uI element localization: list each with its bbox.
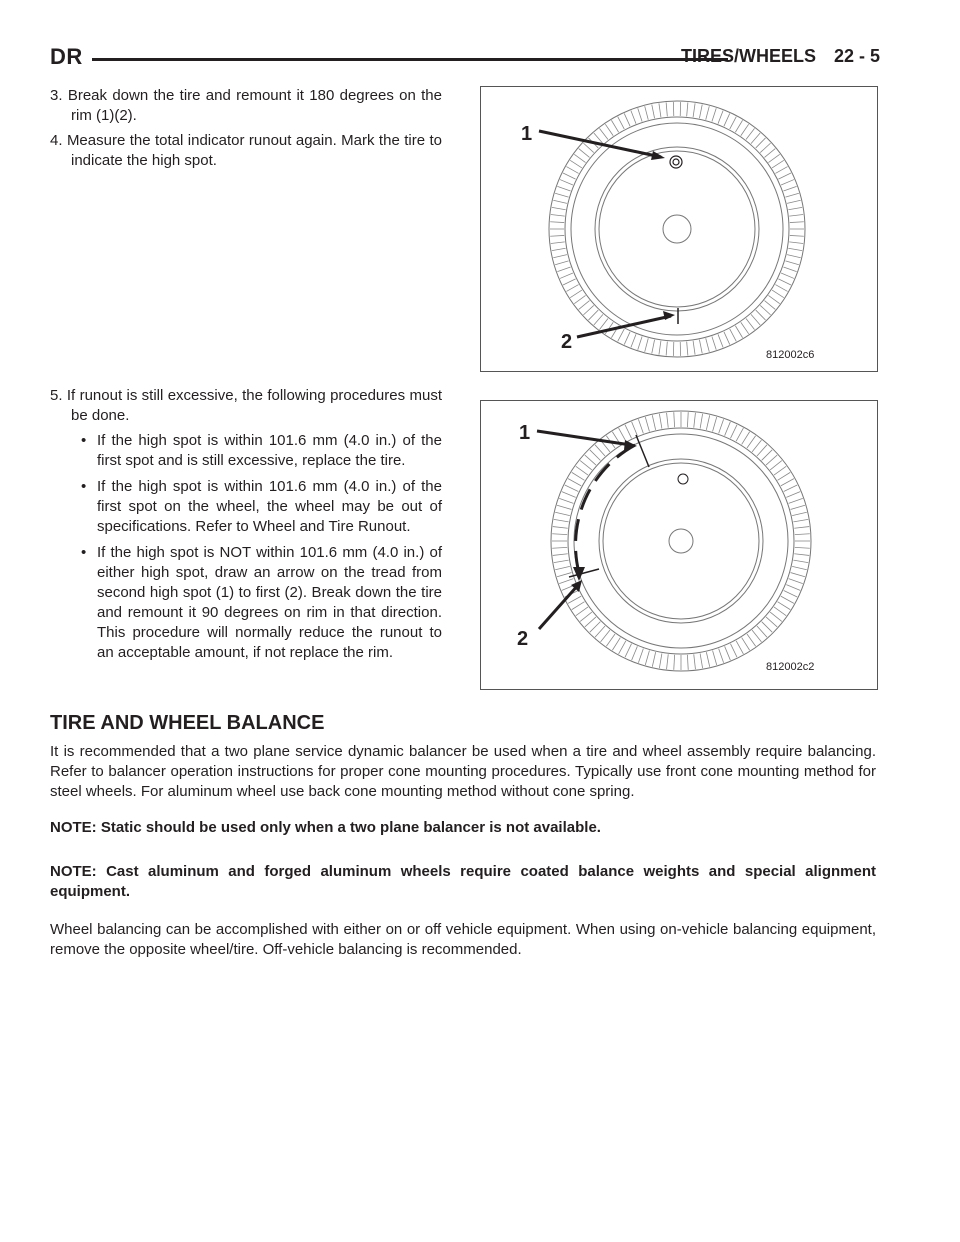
- figure-tire-arrow: [480, 400, 878, 690]
- tread-tick: [778, 173, 791, 179]
- step-3: 3. Break down the tire and remount it 180 degrees on the rim (1)(2).: [50, 87, 442, 124]
- tread-tick: [713, 651, 717, 665]
- tread-tick: [772, 160, 784, 168]
- tread-tick: [786, 585, 800, 591]
- tread-tick: [790, 222, 804, 223]
- callout-1-leader: [539, 131, 661, 157]
- figure-code: 812002c2: [766, 661, 815, 673]
- tread-tick: [789, 242, 803, 244]
- bullet-text: If the high spot is within 101.6 mm (4.0 in.) of the first spot on the wheel, the wheel may be out of specifications. Refer to Wheel and Tire Runout.: [97, 478, 442, 535]
- tread-tick: [793, 519, 808, 522]
- note-aluminum: NOTE: Cast aluminum and forged aluminum wheels require coated balance weights and special alignment equipment.: [50, 863, 876, 900]
- tread-tick: [751, 133, 760, 144]
- tread-tick: [572, 472, 585, 480]
- tread-tick: [652, 105, 655, 119]
- tread-tick: [781, 273, 794, 278]
- tread-tick: [570, 290, 582, 298]
- tread-tick: [555, 566, 570, 569]
- tread-tick: [645, 338, 649, 352]
- tread-tick: [559, 498, 573, 503]
- tread-tick: [580, 612, 592, 621]
- tread-tick: [583, 143, 593, 152]
- tread-tick: [551, 215, 565, 217]
- tread-tick: [747, 634, 756, 646]
- tread-tick: [566, 285, 578, 292]
- header-right: [681, 46, 880, 67]
- tread-tick: [724, 113, 730, 126]
- tread-tick: [756, 310, 766, 320]
- tread-tick: [572, 602, 585, 610]
- tread-tick: [612, 638, 620, 651]
- tread-tick: [778, 472, 791, 480]
- tread-tick: [781, 596, 794, 603]
- tread-tick: [552, 248, 566, 250]
- tread-tick: [794, 527, 809, 529]
- figure-code: 812002c6: [766, 349, 815, 361]
- tread-tick: [632, 646, 638, 660]
- tread-tick: [611, 120, 618, 132]
- tread-tick: [562, 492, 576, 498]
- tread-tick: [700, 653, 703, 668]
- tread-tick: [552, 207, 566, 209]
- tread-tick: [783, 186, 796, 191]
- tread-tick: [725, 646, 731, 660]
- tread-tick: [594, 314, 603, 325]
- tread-tick: [674, 655, 675, 670]
- hub-hole: [663, 215, 691, 243]
- page-number: 22 - 5: [833, 46, 880, 66]
- tread-tick: [599, 318, 608, 329]
- tread-tick: [781, 180, 794, 185]
- tread-tick: [553, 200, 567, 203]
- valve-stem: [670, 156, 682, 168]
- procedure-step-5: [50, 386, 442, 669]
- tread-tick: [563, 279, 576, 285]
- tread-tick: [638, 336, 642, 349]
- valve-stem: [678, 474, 688, 484]
- section-code: DR: [50, 44, 83, 69]
- tread-tick: [718, 334, 723, 347]
- figure-tire-remount: [480, 86, 878, 372]
- tread-tick: [601, 630, 610, 642]
- tread-tick: [666, 102, 667, 116]
- tread-tick: [735, 326, 742, 338]
- bullet-item: [50, 477, 442, 537]
- tread-tick: [694, 413, 696, 428]
- tread-tick: [659, 653, 662, 668]
- chapter-title: TIRES/WHEELS: [680, 46, 816, 66]
- tread-tick: [566, 167, 578, 174]
- tread-tick: [741, 124, 749, 136]
- bullet-item: [50, 543, 442, 663]
- tread-tick: [595, 626, 605, 637]
- tread-tick: [645, 106, 649, 120]
- tread-tick: [579, 149, 590, 158]
- tread-tick: [560, 180, 573, 185]
- tread-tick: [583, 305, 593, 314]
- tread-tick: [786, 492, 800, 498]
- tread-tick: [631, 111, 636, 124]
- header-rule: [92, 58, 728, 61]
- tread-tick: [706, 652, 709, 667]
- tread-tick: [712, 108, 716, 121]
- tread-tick: [585, 455, 596, 465]
- tread-tick: [785, 193, 798, 197]
- tread-tick: [742, 432, 750, 445]
- tread-tick: [699, 340, 702, 354]
- tire-tread: [552, 412, 810, 670]
- tread-tick: [757, 445, 767, 456]
- tread-tick: [559, 579, 573, 584]
- callout-2-leader: [539, 584, 579, 629]
- tread-tick: [756, 138, 766, 148]
- tread-tick: [590, 622, 601, 633]
- tread-tick: [568, 596, 581, 603]
- tread-tick: [719, 649, 724, 663]
- tread-tick: [579, 301, 590, 310]
- tread-tick: [787, 200, 801, 203]
- tread-tick: [645, 651, 649, 665]
- tread-tick: [757, 626, 767, 637]
- tread-tick: [625, 425, 632, 439]
- tread-tick: [736, 428, 743, 441]
- tread-tick: [693, 341, 695, 355]
- tread-tick: [555, 512, 570, 515]
- tread-tick: [585, 617, 596, 627]
- note-static: NOTE: Static should be used only when a two plane balancer is not available.: [50, 819, 601, 836]
- tread-tick: [774, 466, 786, 475]
- tread-tick: [693, 103, 695, 117]
- tread-tick: [666, 342, 667, 356]
- tread-tick: [706, 338, 710, 352]
- tread-tick: [742, 638, 750, 651]
- tread-tick: [568, 479, 581, 486]
- tread-tick: [784, 485, 798, 492]
- tread-tick: [762, 450, 773, 461]
- tread-tick: [557, 573, 571, 577]
- tread-tick: [652, 340, 655, 354]
- callout-2: 2: [517, 628, 529, 650]
- tread-tick: [645, 417, 649, 431]
- balance-intro: It is recommended that a two plane service dynamic balancer be used when a tire and wheel assembly require balancing. Refer to balancer operation instructions for proper cone mounting procedures. Typically use front cone mounting method for steel wheels. For aluminum wheel use back cone mounting method without cone spring.: [50, 743, 876, 800]
- tread-tick: [778, 279, 791, 285]
- tread-tick: [730, 117, 737, 129]
- tread-tick: [625, 644, 632, 658]
- tread-tick: [687, 342, 688, 356]
- tread-tick: [619, 428, 626, 441]
- tread-tick: [712, 336, 716, 349]
- tread-tick: [764, 149, 775, 158]
- tread-tick: [618, 329, 625, 341]
- tread-tick: [659, 341, 661, 355]
- tread-tick: [735, 120, 742, 132]
- tread-tick: [793, 560, 808, 563]
- tread-tick: [687, 102, 688, 116]
- callout-1: 1: [521, 123, 533, 145]
- tread-tick: [770, 612, 782, 621]
- tread-tick: [768, 295, 779, 303]
- tread-tick: [694, 654, 696, 669]
- tread-tick: [574, 295, 585, 303]
- tread-tick: [794, 554, 809, 556]
- tread-tick: [792, 512, 807, 515]
- tread-tick: [730, 329, 737, 341]
- tread-tick: [652, 415, 655, 430]
- tread-tick: [667, 654, 669, 669]
- tread-tick: [667, 413, 669, 428]
- tread-tick: [590, 450, 601, 461]
- tread-tick: [619, 641, 626, 654]
- tread-tick: [552, 547, 567, 548]
- tread-tick: [788, 207, 802, 209]
- tread-tick: [659, 414, 662, 429]
- tread-tick: [560, 273, 573, 278]
- tread-tick: [718, 111, 723, 124]
- tread-tick: [553, 255, 567, 258]
- high-spot-mark-2: [569, 569, 599, 577]
- tread-tick: [792, 566, 807, 569]
- tread-tick: [576, 607, 588, 616]
- tread-tick: [736, 641, 743, 654]
- tread-tick: [719, 419, 724, 433]
- tread-tick: [788, 248, 802, 250]
- tread-tick: [687, 412, 688, 427]
- tread-tick: [730, 425, 737, 439]
- tread-tick: [751, 314, 760, 325]
- tread-tick: [554, 560, 569, 563]
- step-5: 5. If runout is still excessive, the following procedures must be done.: [50, 387, 442, 424]
- callout-1: 1: [519, 422, 531, 444]
- tread-tick: [674, 412, 675, 427]
- tread-tick: [554, 519, 569, 522]
- tread-tick: [595, 445, 605, 456]
- tread-tick: [778, 602, 791, 610]
- page-header: [50, 44, 880, 74]
- bullet-dot: •: [81, 478, 87, 495]
- tread-tick: [789, 215, 803, 217]
- tread-tick: [752, 440, 761, 452]
- tread-tick: [770, 461, 782, 470]
- tread-tick: [781, 479, 794, 486]
- tread-tick: [706, 415, 709, 430]
- callout-2-leader: [577, 316, 671, 337]
- tire-diagram-1: [481, 87, 877, 371]
- tread-tick: [730, 644, 737, 658]
- tread-tick: [790, 235, 804, 236]
- tread-tick: [553, 554, 568, 556]
- tread-tick: [599, 128, 608, 139]
- hub-hole: [669, 529, 693, 553]
- tread-tick: [762, 622, 773, 633]
- tread-tick: [724, 332, 730, 345]
- tread-tick: [570, 160, 582, 168]
- tread-tick: [553, 527, 568, 529]
- tread-tick: [791, 505, 805, 509]
- tread-tick: [624, 113, 630, 126]
- bullet-dot: •: [81, 544, 87, 561]
- tread-tick: [557, 267, 570, 272]
- tread-tick: [774, 607, 786, 616]
- tread-tick: [551, 242, 565, 244]
- tread-tick: [760, 143, 770, 152]
- tread-tick: [576, 466, 588, 475]
- tread-tick: [638, 649, 643, 663]
- tread-tick: [741, 322, 749, 334]
- tread-tick: [706, 106, 710, 120]
- tire-diagram-2: [481, 401, 877, 689]
- callout-2: 2: [561, 331, 573, 353]
- procedure-steps: [50, 86, 442, 176]
- balance-closing: Wheel balancing can be accomplished with either on or off vehicle equipment. When using on-vehicle balancing equipment, remove the opposite wheel/tire. Off-vehicle balancing is recommended.: [50, 921, 876, 958]
- tread-tick: [652, 652, 655, 667]
- step-4: 4. Measure the total indicator runout again. Mark the tire to indicate the high spot.: [50, 132, 442, 169]
- tread-tick: [787, 255, 801, 258]
- tread-tick: [557, 186, 570, 191]
- tread-tick: [766, 455, 777, 465]
- tread-tick: [747, 436, 756, 448]
- tread-tick: [789, 579, 803, 584]
- tread-tick: [768, 154, 779, 162]
- tread-tick: [699, 105, 702, 119]
- tread-tick: [588, 310, 598, 320]
- callout-1-leader: [537, 431, 631, 445]
- bullet-dot: •: [81, 432, 87, 449]
- tread-tick: [713, 417, 717, 431]
- tread-tick: [550, 235, 564, 236]
- tread-tick: [784, 590, 798, 597]
- tread-tick: [632, 422, 638, 436]
- tread-tick: [638, 108, 642, 121]
- tread-tick: [775, 285, 787, 292]
- tread-tick: [624, 332, 630, 345]
- tread-tick: [638, 419, 643, 433]
- tread-tick: [764, 301, 775, 310]
- tread-tick: [580, 461, 592, 470]
- tread-tick: [659, 103, 661, 117]
- tread-tick: [687, 655, 688, 670]
- tread-tick: [752, 630, 761, 642]
- tread-tick: [783, 267, 796, 272]
- tread-tick: [574, 154, 585, 162]
- tread-tick: [555, 261, 568, 265]
- tread-tick: [555, 193, 568, 197]
- tread-tick: [795, 547, 810, 548]
- wheel-rim: [571, 123, 783, 335]
- tread-tick: [725, 422, 731, 436]
- tread-tick: [550, 222, 564, 223]
- tread-tick: [766, 617, 777, 627]
- bullet-item: [50, 431, 442, 471]
- tread-tick: [795, 534, 810, 535]
- tread-tick: [565, 485, 579, 492]
- tread-tick: [772, 290, 784, 298]
- tread-tick: [746, 128, 755, 139]
- bullet-text: If the high spot is within 101.6 mm (4.0 in.) of the first spot and is still excessive, replace the tire.: [97, 432, 442, 469]
- tread-tick: [791, 573, 805, 577]
- tread-tick: [785, 261, 798, 265]
- tread-tick: [775, 167, 787, 174]
- tread-tick: [552, 534, 567, 535]
- tread-tick: [618, 117, 625, 129]
- tread-tick: [700, 414, 703, 429]
- tread-tick: [631, 334, 636, 347]
- tread-tick: [746, 318, 755, 329]
- tread-tick: [605, 124, 613, 136]
- tread-tick: [557, 505, 571, 509]
- tread-tick: [563, 173, 576, 179]
- tread-tick: [606, 634, 615, 646]
- section-title: TIRE AND WHEEL BALANCE: [50, 712, 325, 734]
- tread-tick: [789, 498, 803, 503]
- bullet-text: If the high spot is NOT within 101.6 mm (4.0 in.) of either high spot, draw an arrow on the tread from second high spot (1) to first (2). Break down the tire and remount it 90 degrees on rim in that direction. This procedure will normally reduce the runout to an acceptable amount, if not replace the rim.: [97, 544, 442, 661]
- tread-tick: [760, 305, 770, 314]
